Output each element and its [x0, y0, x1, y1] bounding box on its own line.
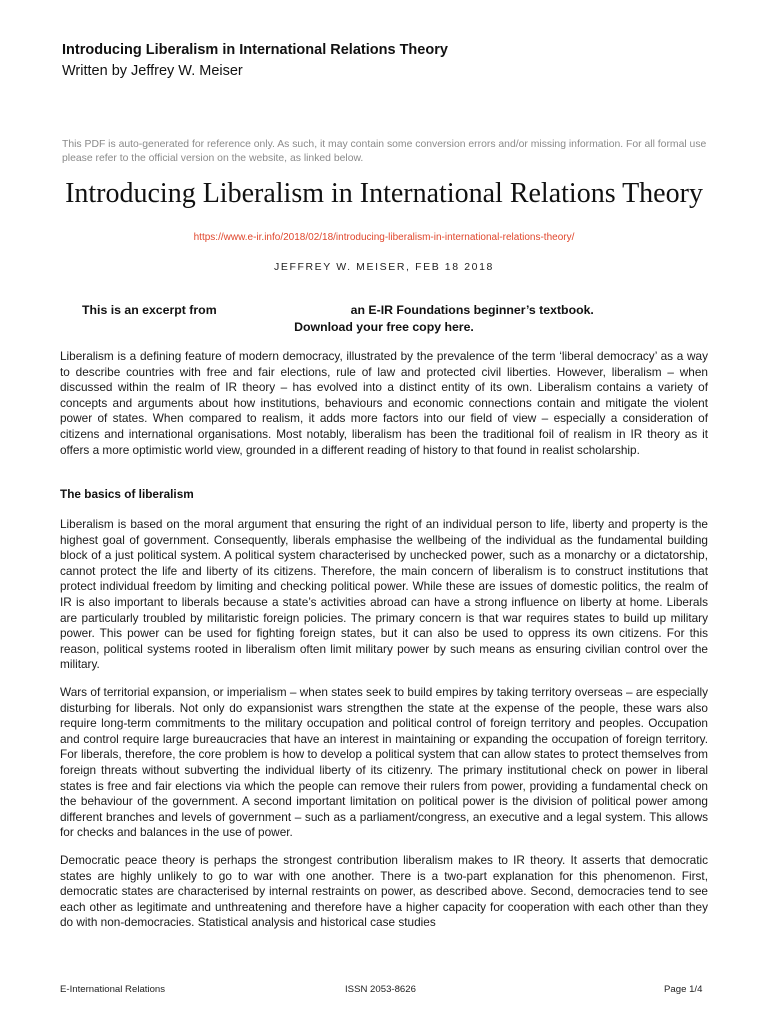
- excerpt-suffix: an E-IR Foundations beginner’s textbook.: [350, 303, 594, 317]
- section-heading: The basics of liberalism: [60, 487, 194, 501]
- download-link[interactable]: Download your free copy here.: [294, 320, 474, 334]
- disclaimer-text: This PDF is auto-generated for reference only. As such, it may contain some conversion errors and/or missing information. For all formal use please refer to the official version on the website, as linked below.: [62, 139, 707, 164]
- paragraph-intro: Liberalism is a defining feature of modern democracy, illustrated by the prevalence of the term ‘liberal democracy’ as a way to describe countries with free and fair elections, rule of law and protected civil liberties. However, liberalism – when discussed within the realm of IR theory – has evolved into a distinct entity of its own. Liberalism contains a variety of concepts and arguments about how institutions, behaviours and economic connections contain and mitigate the violent power of states. When compared to realism, it adds more factors into our field of view – especially a consideration of citizens and international organisations. Most notably, liberalism has been the traditional foil of realism in IR theory as it offers a more optimistic world view, grounded in a different reading of history to that found in realist scholarship.: [60, 349, 708, 457]
- excerpt-prefix: This is an excerpt from: [82, 303, 217, 317]
- excerpt-note: [82, 303, 692, 317]
- paragraph-basics: Liberalism is based on the moral argument that ensuring the right of an individual person to life, liberty and property is the highest goal of government. Consequently, liberals emphasise the wellbeing of the individual as the fundamental building block of a just political system. A political system characterised by unchecked power, such as a monarchy or a dictatorship, cannot protect the life and liberty of its citizens. Therefore, the main concern of liberalism is to construct institutions that protect individual freedom by limiting and checking political power. While these are issues of domestic politics, the realm of IR is also important to liberals because a state’s activities abroad can have a strong influence on liberty at home. Liberals are particularly troubled by militaristic foreign policies. The primary concern is that war requires states to build up military power. This power can be used for fighting foreign states, but it can also be used to oppress its own citizens. For this reason, political systems rooted in liberalism often limit military power by such means as ensuring civilian control over the military.: [60, 517, 708, 672]
- footer-publisher: E-International Relations: [60, 984, 166, 995]
- header-author: Written by Jeffrey W. Meiser: [62, 63, 243, 79]
- article-byline: JEFFREY W. MEISER, FEB 18 2018: [274, 261, 494, 273]
- paragraph-democratic-peace: Democratic peace theory is perhaps the strongest contribution liberalism makes to IR theory. It asserts that democratic states are highly unlikely to go to war with one another. There is a two-part explanation for this phenomenon. First, democratic states are characterised by internal restraints on power, as described above. Second, democracies tend to see each other as legitimate and unthreatening and therefore have a higher capacity for cooperation with each other than they do with non-democracies. Statistical analysis and historical case studies: [60, 853, 708, 930]
- paragraph-wars: Wars of territorial expansion, or imperialism – when states seek to build empires by taking territory overseas – are especially disturbing for liberals. Not only do expansionist wars strengthen the state at the expense of the people, these wars also require long-term commitments to the military occupation and political control of foreign territory and peoples. Occupation and control require large bureaucracies that have an interest in maintaining or expanding the occupation of foreign territory. For liberals, therefore, the core problem is how to develop a political system that can allow states to protect themselves from foreign threats without subverting the individual liberty of its citizenry. The primary institutional check on power in liberal states is free and fair elections via which the people can remove their rulers from power, providing a fundamental check on the behaviour of the government. A second important limitation on political power is the division of political power among different branches and levels of government – such as a parliament/congress, an executive and a legal system. This allows for checks and balances in the use of power.: [60, 685, 708, 840]
- article-title: Introducing Liberalism in International Relations Theory: [65, 178, 703, 209]
- header-title: Introducing Liberalism in International Relations Theory: [62, 42, 448, 58]
- footer-page-number: Page 1/4: [664, 984, 703, 995]
- source-url-link[interactable]: https://www.e-ir.info/2018/02/18/introducing-liberalism-in-international-relations-theory/: [193, 232, 575, 243]
- footer-issn: ISSN 2053-8626: [345, 984, 416, 995]
